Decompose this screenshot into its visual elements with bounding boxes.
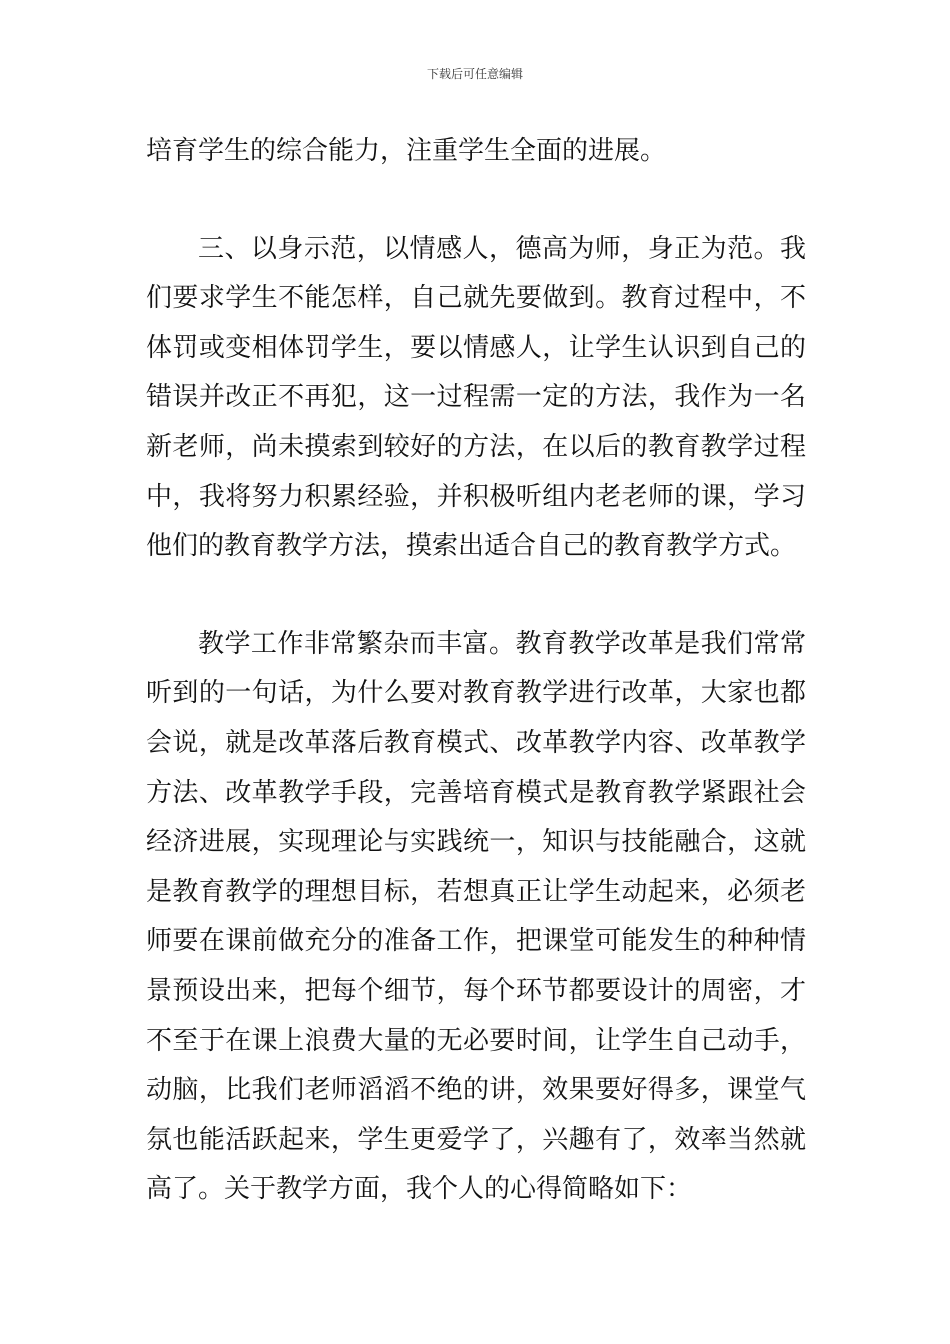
paragraph-lead-by-example: 三、以身示范，以情感人，德高为师，身正为范。我们要求学生不能怎样，自己就先要做到。教育过程中，不体罚或变相体罚学生，要以情感人，让学生认识到自己的错误并改正不再犯，这一过程需一定的方法，我作为一名新老师，尚未摸索到较好的方法，在以后的教育教学过程中，我将努力积累经验，并积极听组内老老师的课，学习他们的教育教学方法，摸索出适合自己的教育教学方式。 — [146, 233, 806, 562]
document-body — [146, 127, 806, 1215]
paragraph-continuation: 培育学生的综合能力，注重学生全面的进展。 — [146, 136, 667, 166]
page-header-note: 下载后可任意编辑 — [426, 67, 523, 81]
paragraph-teaching-work: 教学工作非常繁杂而丰富。教育教学改革是我们常常听到的一句话，为什么要对教育教学进行改革，大家也都会说，就是改革落后教育模式、改革教学内容、改革教学方法、改革教学手段，完善培育模式是教育教学紧跟社会经济进展，实现理论与实践统一，知识与技能融合，这就是教育教学的理想目标，若想真正让学生动起来，必须老师要在课前做充分的准备工作，把课堂可能发生的种种情景预设出来，把每个细节，每个环节都要设计的周密，才不至于在课上浪费大量的无必要时间，让学生自己动手，动脑，比我们老师滔滔不绝的讲，效果要好得多，课堂气氛也能活跃起来，学生更爱学了，兴趣有了，效率当然就高了。关于教学方面，我个人的心得简略如下： — [146, 628, 806, 1205]
